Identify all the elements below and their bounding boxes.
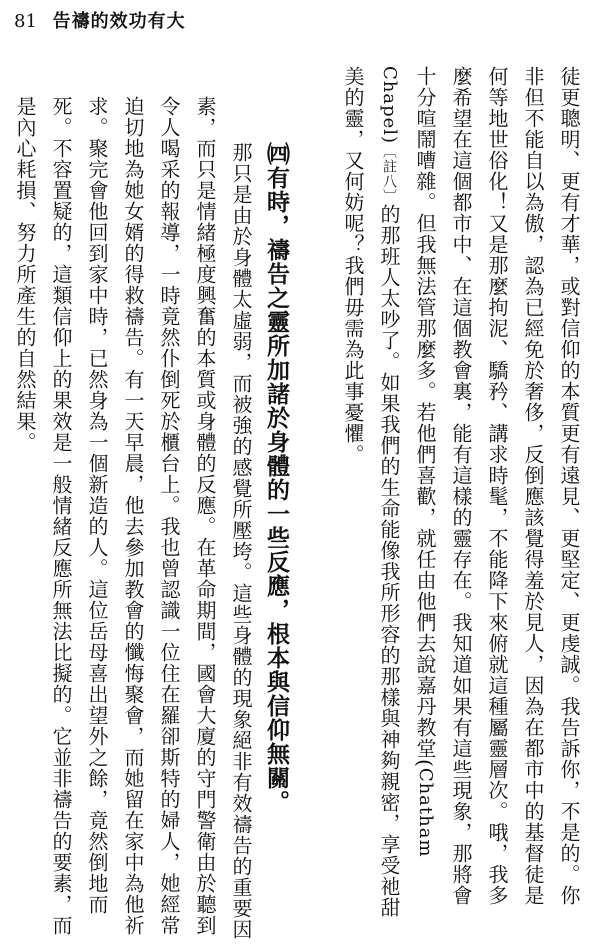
heading-text: 有時，禱告之靈所加諸於身體的一些反應，根本與信仰無關。 (263, 166, 289, 814)
text-column: 非但不能自以為傲，認為已經免於奢侈，反倒應該覺得羞於見人，因為在都市中的基督徒是 (521, 66, 545, 906)
text-column: 麼希望在這個都市中、在這個教會裏，能有這樣的靈存在。我知道如果有這些現象，那將會 (449, 66, 473, 906)
text-column: 迫切地為她女婿的得救禱告。有一天早晨，他去參加教會的懺悔聚會，而她留在家中為他祈 (121, 96, 145, 936)
latin-text: Chapel) (379, 66, 400, 145)
text-column: 徒更聰明、更有才華，或對信仰的本質更有遠見、更堅定、更虔誠。我告訴你，不是的。你 (557, 66, 581, 906)
text-column: 死。不容置疑的，這類信仰上的果效是一般情緒反應所無法比擬的。它並非禱告的要素，而 (49, 96, 73, 936)
text-column: 是內心耗損、努力所產生的自然結果。 (13, 96, 37, 453)
text-column: 素，而只是情緒極度興奮的本質或身體的反應。在革命期間，國會大廈的守門警衛由於聽到 (193, 96, 217, 936)
text-column (410, 66, 440, 858)
text-column (374, 66, 404, 918)
text-column: 求。聚完會他回到家中時，已然身為一個新造的人。這位岳母喜出望外之餘，竟然倒地而 (85, 96, 109, 915)
text-column: 何等地世俗化！又是那麼拘泥、驕矜、講求時髦，不能降下來俯就這種屬靈層次。哦，我多 (485, 66, 509, 906)
text-segment: 十分喧鬧嘈雜。但我無法管那麼多。若他們喜歡，就任由他們去說嘉丹教堂( (413, 66, 437, 768)
page-header (14, 12, 186, 32)
running-title: 告禱的效功有大 (52, 11, 186, 32)
text-column: 令人喝采的報導，一時竟然仆倒死於櫃台上。我也曾認識一位住在羅卻斯特的婦人，她經常 (157, 96, 181, 936)
text-column: 那只是由於身體太虛弱，而被強的感覺所壓垮。這些身體的現象絕非有效禱告的重要因 (229, 142, 253, 940)
latin-text: Chatham (415, 767, 436, 858)
heading-number: ㈣ (263, 142, 289, 166)
footnote-marker: 〔註八〕 (381, 144, 397, 205)
text-segment: 的那班人太吵了。如果我們的生命能像我所形容的那樣與神夠親密，享受祂甜 (377, 204, 401, 919)
section-heading (260, 142, 292, 814)
text-column: 美的靈，又何妨呢？我們毋需為此事憂懼。 (341, 66, 365, 465)
page-number: 81 (14, 11, 37, 32)
